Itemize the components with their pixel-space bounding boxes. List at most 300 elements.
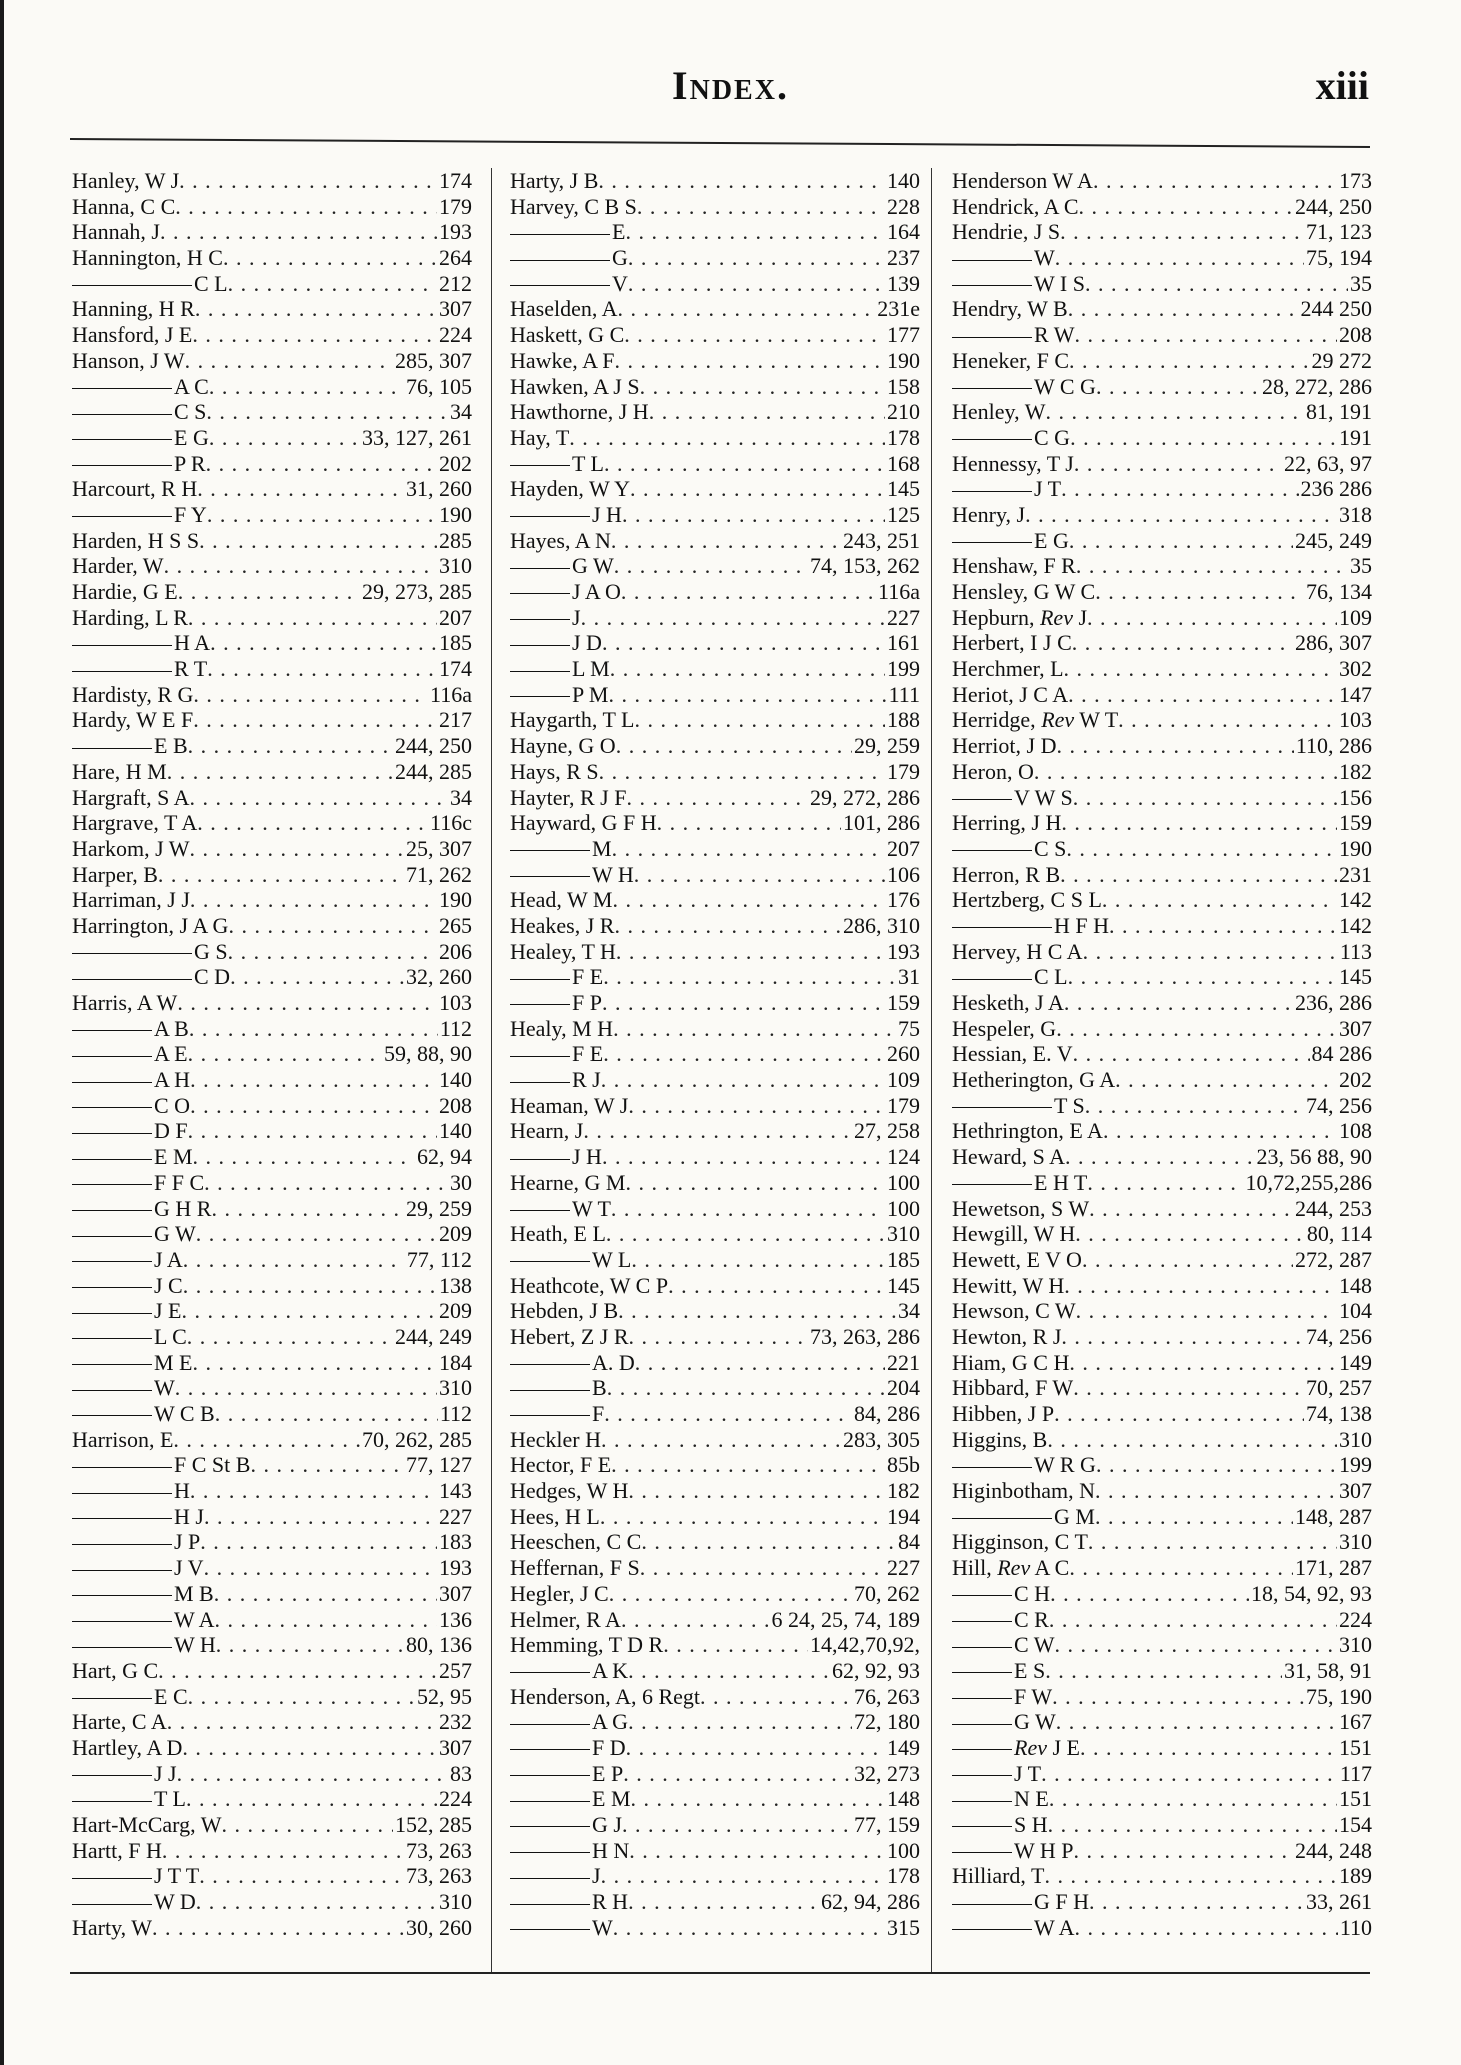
index-subentry	[72, 1273, 472, 1299]
index-entry	[72, 913, 472, 939]
entry-pages: 199	[887, 656, 920, 682]
leader-dots	[1064, 990, 1293, 1016]
entry-pages: 148	[887, 1786, 920, 1812]
entry-pages: 227	[887, 1555, 920, 1581]
leader-dots	[221, 1812, 393, 1838]
leader-dots	[228, 271, 437, 297]
entry-pages: 243, 251	[843, 527, 920, 553]
entry-pages: 75, 190	[1306, 1683, 1372, 1709]
leader-dots	[230, 964, 404, 990]
entry-pages: 140	[887, 168, 920, 193]
leader-dots	[1075, 322, 1337, 348]
index-subentry	[952, 1812, 1372, 1838]
entry-name: Heath, E L	[510, 1221, 606, 1247]
entry-pages: 209	[439, 1298, 472, 1324]
entry-name: N E	[952, 1786, 1049, 1812]
leader-dots	[1109, 913, 1337, 939]
entry-pages: 33, 127, 261	[362, 424, 472, 450]
leader-dots	[1115, 1067, 1337, 1093]
leader-dots	[637, 194, 885, 220]
leader-dots	[183, 1273, 437, 1299]
entry-name: Hannah, J	[72, 219, 160, 245]
index-subentry	[72, 1889, 472, 1915]
index-entry	[952, 553, 1372, 579]
leader-dots	[209, 374, 404, 400]
index-entry	[510, 1529, 920, 1555]
leader-dots	[628, 245, 885, 271]
entry-name: Hilliard, T	[952, 1863, 1045, 1889]
index-entry	[72, 322, 472, 348]
entry-name: Hendry, W B	[952, 296, 1068, 322]
entry-pages: 244, 250	[1295, 193, 1372, 219]
index-subentry	[72, 1298, 472, 1324]
leader-dots	[618, 1298, 896, 1324]
leader-dots	[603, 1041, 885, 1067]
index-subentry	[952, 245, 1372, 271]
entry-pages: 113	[1339, 938, 1372, 964]
entry-pages: 315	[887, 1914, 920, 1940]
leader-dots	[613, 1915, 885, 1941]
entry-pages: 307	[439, 1580, 472, 1606]
index-entry	[952, 990, 1372, 1016]
entry-name: E B	[72, 733, 188, 759]
leader-dots	[622, 1812, 852, 1838]
index-entry	[952, 1067, 1372, 1093]
leader-dots	[188, 1041, 382, 1067]
entry-pages: 185	[439, 630, 472, 656]
entry-pages: 73, 263, 286	[810, 1323, 920, 1349]
entry-name: Hill, Rev A C	[952, 1555, 1070, 1581]
entry-name: C S	[952, 836, 1066, 862]
index-entry	[510, 1221, 920, 1247]
entry-pages: 62, 94	[417, 1144, 472, 1170]
entry-pages: 190	[1339, 835, 1372, 861]
index-entry	[72, 219, 472, 245]
leader-dots	[634, 862, 885, 888]
index-entry	[952, 1247, 1372, 1273]
leader-dots	[611, 1452, 885, 1478]
leader-dots	[1102, 887, 1337, 913]
index-entry	[510, 168, 920, 194]
index-subentry	[72, 1196, 472, 1222]
index-entry	[952, 502, 1372, 528]
index-entry	[510, 1684, 920, 1710]
entry-pages: 76, 134	[1306, 579, 1372, 604]
leader-dots	[628, 1478, 885, 1504]
entry-name: Herring, J H	[952, 810, 1062, 836]
leader-dots	[616, 939, 885, 965]
entry-name: Hegler, J C	[510, 1580, 609, 1606]
entry-pages: 104	[1339, 1298, 1372, 1324]
index-subentry	[510, 862, 920, 888]
leader-dots	[634, 707, 885, 733]
index-entry	[510, 1324, 920, 1350]
entry-pages: 117	[1339, 1760, 1372, 1786]
leader-dots	[601, 1863, 885, 1889]
page-title: Index.	[672, 63, 789, 108]
entry-name: G	[510, 245, 628, 271]
leader-dots	[1069, 528, 1293, 554]
leader-dots	[193, 1350, 438, 1376]
entry-pages: 245, 249	[1295, 527, 1372, 553]
index-subentry	[72, 964, 472, 990]
leader-dots	[604, 1401, 852, 1427]
leader-dots	[614, 913, 841, 939]
entry-pages: 202	[1339, 1067, 1372, 1093]
entry-name: Hewetson, S W	[952, 1195, 1090, 1221]
entry-pages: 34	[450, 784, 472, 810]
entry-name: C G	[952, 425, 1070, 451]
entry-pages: 257	[439, 1657, 472, 1683]
index-entry	[952, 1350, 1372, 1376]
entry-name: E M	[72, 1144, 193, 1170]
leader-dots	[663, 1632, 808, 1658]
leader-dots	[1065, 1144, 1254, 1170]
entry-name: A E	[72, 1041, 188, 1067]
index-entry	[510, 733, 920, 759]
index-entry	[72, 1735, 472, 1761]
leader-dots	[629, 1838, 885, 1864]
entry-name: E G	[952, 528, 1069, 554]
entry-pages: 224	[1339, 1606, 1372, 1632]
entry-name: A B	[72, 1016, 189, 1042]
index-subentry	[952, 271, 1372, 297]
entry-pages: 140	[439, 1067, 472, 1093]
entry-name: C D	[72, 964, 230, 990]
index-entry	[510, 887, 920, 913]
entry-pages: 62, 94, 286	[821, 1889, 920, 1915]
index-entry	[72, 1838, 472, 1864]
index-entry	[952, 656, 1372, 682]
index-subentry	[72, 1324, 472, 1350]
entry-name: Harriman, J J	[72, 887, 190, 913]
leader-dots	[1054, 1401, 1304, 1427]
leader-dots	[1076, 1298, 1337, 1324]
entry-name: Hawken, A J S	[510, 373, 640, 399]
index-subentry	[952, 1838, 1372, 1864]
leader-dots	[223, 245, 437, 271]
index-subentry	[72, 1401, 472, 1427]
index-subentry	[510, 1401, 920, 1427]
index-entry	[952, 1401, 1372, 1427]
entry-name: W A	[72, 1607, 215, 1633]
leader-dots	[602, 630, 885, 656]
entry-name: W C B	[72, 1401, 215, 1427]
entry-name: Hargrave, T A	[72, 810, 198, 836]
entry-pages: 139	[887, 270, 920, 296]
index-entry	[72, 990, 472, 1016]
index-subentry	[952, 913, 1372, 939]
entry-name: Henry, J	[952, 501, 1026, 527]
entry-name: Healy, M H	[510, 1015, 614, 1041]
index-entry	[952, 1298, 1372, 1324]
entry-pages: 85b	[887, 1452, 920, 1478]
index-entry	[952, 219, 1372, 245]
entry-pages: 28, 272, 286	[1262, 373, 1372, 399]
entry-name: A H	[72, 1067, 190, 1093]
entry-name: C L	[72, 271, 228, 297]
leader-dots	[1096, 1452, 1337, 1478]
index-entry	[510, 1504, 920, 1530]
entry-name: G M	[952, 1504, 1095, 1530]
leader-dots	[622, 502, 885, 528]
index-subentry	[510, 656, 920, 682]
entry-name: Henshaw, F R	[952, 553, 1076, 579]
entry-pages: 182	[1339, 758, 1372, 784]
index-entry	[510, 1427, 920, 1453]
leader-dots	[628, 1709, 852, 1735]
entry-name: Harrison, E	[72, 1426, 174, 1452]
entry-pages: 30	[450, 1169, 472, 1195]
leader-dots	[188, 733, 393, 759]
index-entry	[510, 1118, 920, 1144]
index-entry	[72, 348, 472, 374]
leader-dots	[613, 1016, 896, 1042]
leader-dots	[612, 836, 885, 862]
index-subentry	[510, 1889, 920, 1915]
index-entry	[72, 1709, 472, 1735]
entry-pages: 151	[1339, 1734, 1372, 1760]
entry-name: G W	[952, 1709, 1056, 1735]
entry-name: Hensley, G W C	[952, 579, 1096, 604]
entry-name: J H	[510, 1144, 602, 1170]
leader-dots	[1049, 1786, 1337, 1812]
entry-pages: 190	[887, 347, 920, 373]
entry-pages: 112	[439, 1015, 472, 1041]
entry-pages: 148	[1339, 1272, 1372, 1298]
entry-name: Higgins, B	[952, 1426, 1048, 1452]
index-entry	[510, 1452, 920, 1478]
index-subentry	[72, 656, 472, 682]
leader-dots	[602, 1144, 885, 1170]
index-entry	[952, 1196, 1372, 1222]
index-entry	[510, 1632, 920, 1658]
index-entry	[952, 1375, 1372, 1401]
entry-pages: 244, 253	[1295, 1195, 1372, 1221]
leader-dots	[167, 1709, 437, 1735]
leader-dots	[598, 168, 885, 194]
leader-dots	[178, 579, 360, 605]
leader-dots	[228, 939, 437, 965]
entry-name: H J	[72, 1504, 204, 1530]
entry-pages: 74, 256	[1306, 1323, 1372, 1349]
entry-name: Rev J E	[952, 1735, 1080, 1761]
index-entry	[72, 707, 472, 733]
entry-name: W D	[72, 1889, 196, 1915]
index-entry	[510, 399, 920, 425]
leader-dots	[626, 785, 808, 811]
entry-name: L C	[72, 1324, 187, 1350]
entry-name: Heckler H	[510, 1426, 602, 1452]
entry-name: Harte, C A	[72, 1709, 167, 1735]
index-entry	[510, 1555, 920, 1581]
entry-pages: 310	[1339, 1426, 1372, 1452]
leader-dots	[1055, 245, 1304, 271]
entry-pages: 14,42,70,92,	[810, 1632, 920, 1658]
leader-dots	[1079, 194, 1294, 220]
index-column-2	[510, 168, 920, 1968]
index-entry	[952, 194, 1372, 220]
entry-name: J T T	[72, 1863, 199, 1889]
leader-dots	[1089, 1196, 1293, 1222]
entry-name: Hardisty, R G	[72, 681, 194, 707]
entry-name: F W	[952, 1684, 1052, 1710]
entry-pages: 244, 248	[1295, 1837, 1372, 1863]
entry-pages: 76, 105	[406, 373, 472, 399]
leader-dots	[615, 348, 886, 374]
entry-pages: 310	[439, 553, 472, 579]
entry-pages: 125	[887, 501, 920, 527]
entry-pages: 161	[887, 630, 920, 656]
entry-pages: 209	[439, 1221, 472, 1247]
entry-name: Hartley, A D	[72, 1734, 183, 1760]
index-subentry	[952, 1735, 1372, 1761]
entry-name: Hart, G C	[72, 1657, 159, 1683]
entry-name: Hebden, J B	[510, 1298, 619, 1324]
entry-name: Haskett, G C	[510, 322, 625, 348]
leader-dots	[1096, 374, 1260, 400]
index-entry	[952, 1144, 1372, 1170]
entry-name: Herridge, Rev W T	[952, 707, 1119, 733]
entry-name: C O	[72, 1093, 190, 1119]
leader-dots	[602, 990, 885, 1016]
index-subentry	[72, 1684, 472, 1710]
index-subentry	[510, 1350, 920, 1376]
entry-name: L M	[510, 656, 610, 682]
entry-name: Hearne, G M	[510, 1169, 626, 1195]
leader-dots	[607, 1375, 885, 1401]
entry-name: Harris, A W	[72, 990, 178, 1015]
index-subentry	[952, 1581, 1372, 1607]
index-subentry	[510, 1196, 920, 1222]
entry-name: Harvey, C B S	[510, 193, 637, 219]
leader-dots	[623, 1761, 852, 1787]
bottom-rule	[70, 1972, 1370, 1974]
leader-dots	[1069, 1555, 1293, 1581]
entry-pages: 31	[898, 964, 920, 990]
leader-dots	[700, 1684, 852, 1710]
leader-dots	[195, 296, 437, 322]
entry-pages: 154	[1339, 1812, 1372, 1837]
index-entry	[510, 374, 920, 400]
entry-name: Hawthorne, J H	[510, 399, 649, 425]
entry-pages: 143	[439, 1478, 472, 1504]
index-subentry	[510, 1658, 920, 1684]
entry-name: Hewitt, W H	[952, 1272, 1065, 1298]
entry-pages: 83	[450, 1760, 472, 1786]
entry-name: R H	[510, 1889, 628, 1915]
index-entry	[72, 682, 472, 708]
leader-dots	[601, 1067, 885, 1093]
index-subentry	[952, 322, 1372, 348]
entry-name: F E	[510, 964, 603, 990]
entry-name: Haygarth, T L	[510, 707, 635, 733]
entry-pages: 142	[1339, 887, 1372, 913]
leader-dots	[1061, 1324, 1304, 1350]
index-subentry	[952, 1915, 1372, 1941]
leader-dots	[1045, 1658, 1282, 1684]
leader-dots	[1056, 1709, 1337, 1735]
entry-pages: 71, 123	[1306, 219, 1372, 245]
entry-pages: 70, 257	[1306, 1375, 1372, 1401]
leader-dots	[657, 810, 841, 836]
leader-dots	[160, 219, 437, 245]
entry-pages: 227	[439, 1503, 472, 1529]
leader-dots	[209, 425, 360, 451]
entry-name: J H	[510, 502, 622, 528]
entry-pages: 75	[898, 1015, 920, 1041]
index-subentry	[952, 1504, 1372, 1530]
leader-dots	[158, 1658, 437, 1684]
entry-pages: 59, 88, 90	[384, 1041, 472, 1067]
index-subentry	[72, 1170, 472, 1196]
leader-dots	[175, 1375, 437, 1401]
index-entry	[72, 836, 472, 862]
entry-pages: 191	[1339, 424, 1372, 450]
entry-name: W	[72, 1375, 175, 1401]
entry-name: W A	[952, 1915, 1075, 1941]
index-subentry	[72, 374, 472, 400]
entry-name: W R G	[952, 1452, 1096, 1478]
entry-pages: 77, 112	[406, 1246, 472, 1272]
entry-pages: 307	[439, 1734, 472, 1760]
index-subentry	[510, 1041, 920, 1067]
entry-pages: 62, 92, 93	[832, 1657, 920, 1683]
entry-pages: 109	[1339, 604, 1372, 630]
index-subentry	[72, 1041, 472, 1067]
entry-pages: 310	[1339, 1632, 1372, 1658]
leader-dots	[1073, 1041, 1310, 1067]
entry-pages: 204	[887, 1375, 920, 1401]
entry-name: Hartt, F H	[72, 1837, 162, 1863]
entry-name: C L	[952, 964, 1068, 990]
entry-name: Heffernan, F S	[510, 1555, 640, 1581]
entry-name: W	[952, 245, 1055, 271]
leader-dots	[1095, 1504, 1293, 1530]
leader-dots	[193, 707, 437, 733]
index-subentry	[510, 219, 920, 245]
entry-pages: 108	[1339, 1118, 1372, 1144]
index-entry	[72, 168, 472, 194]
entry-pages: 116a	[430, 681, 472, 707]
leader-dots	[614, 553, 808, 579]
entry-pages: 149	[887, 1734, 920, 1760]
leader-dots	[621, 1607, 770, 1633]
leader-dots	[215, 1607, 437, 1633]
index-entry	[72, 810, 472, 836]
index-subentry	[510, 502, 920, 528]
entry-pages: 25, 307	[406, 835, 472, 861]
page-binding-edge	[0, 0, 4, 2065]
entry-name: Heeschen, C C	[510, 1529, 642, 1555]
entry-name: Harden, H S S	[72, 527, 200, 553]
index-entry	[952, 1221, 1372, 1247]
entry-name: D F	[72, 1118, 188, 1144]
leader-dots	[188, 1118, 437, 1144]
entry-pages: 100	[887, 1837, 920, 1863]
entry-name: Hesketh, J A	[952, 990, 1064, 1015]
entry-pages: 29, 259	[406, 1195, 472, 1221]
leader-dots	[1068, 964, 1337, 990]
entry-name: Hanna, C C	[72, 193, 176, 219]
leader-dots	[187, 1324, 393, 1350]
entry-pages: 176	[887, 887, 920, 913]
entry-pages: 184	[439, 1349, 472, 1375]
index-subentry	[510, 579, 920, 605]
entry-pages: 174	[439, 656, 472, 682]
entry-pages: 136	[439, 1606, 472, 1632]
leader-dots	[190, 1478, 437, 1504]
